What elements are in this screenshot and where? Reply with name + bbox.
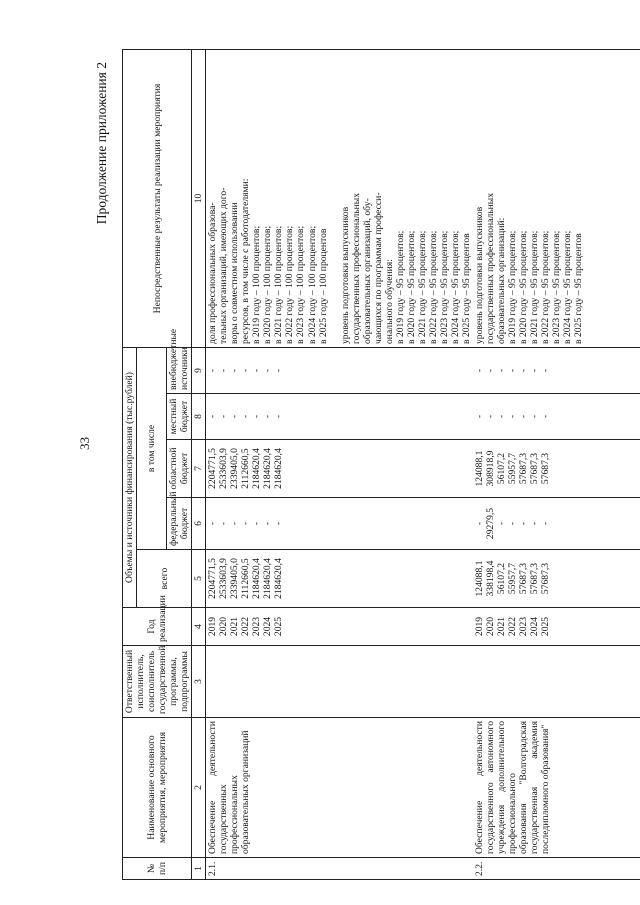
total-cell (206, 550, 473, 608)
cell-line: - (262, 414, 274, 419)
cell-line: - (207, 368, 219, 373)
cell-line: образовательных организаций, обу- (361, 198, 373, 344)
cell-line: 55957,7 (507, 562, 519, 595)
cell-line: - (229, 414, 241, 419)
header-no: № п/п (123, 858, 192, 880)
cell-line: - (273, 368, 285, 373)
cell-line: в 2022 году – 95 процентов; (540, 230, 552, 344)
column-numbers-row (192, 49, 206, 879)
years-cell (473, 608, 640, 646)
local-cell (473, 394, 640, 440)
cell-line: в 2025 году – 95 процентов (460, 233, 472, 344)
cell-line: государственных профессиональных (485, 192, 496, 344)
cell-line: - (218, 414, 230, 419)
cell-line: - (251, 414, 263, 419)
cell-line: 2023 (251, 616, 263, 637)
header-local: местный бюджет (167, 394, 192, 440)
cell-line: государственных профессиональных (350, 192, 362, 344)
cell-line: в 2023 году – 95 процентов; (551, 230, 563, 344)
col-number: 6 (192, 498, 206, 550)
cell-line: - (240, 521, 252, 526)
cell-line: в 2023 году – 100 процентов; (295, 225, 307, 344)
cell-line: - (496, 414, 508, 419)
cell-line: 2020 (218, 616, 230, 637)
cell-line: в 2020 году – 95 процентов; (405, 230, 417, 344)
cell-line: - (273, 521, 285, 526)
cell-line: в 2019 году – 95 процентов; (394, 230, 406, 344)
cell-line: - (518, 521, 530, 526)
local-cell (206, 394, 473, 440)
cell-line: в 2019 году – 100 процентов; (251, 225, 263, 344)
cell-line: 338198,4 (485, 560, 496, 597)
table-body (206, 49, 640, 879)
cell-line: 2024 (529, 616, 541, 637)
header-regional: областной бюджет (167, 440, 192, 498)
cell-line: - (251, 521, 263, 526)
col-number: 2 (192, 718, 206, 858)
cell-line: - (496, 521, 508, 526)
cell-line: - (229, 521, 241, 526)
col-number: 8 (192, 394, 206, 440)
table-row (473, 49, 640, 879)
cell-line: 55957,7 (507, 452, 519, 485)
row-number: 2.2. (473, 858, 640, 880)
cell-line: - (251, 368, 263, 373)
header-year: Год реализации (123, 608, 192, 646)
cell-line: - (507, 521, 519, 526)
header-extrabudget: внебюджетные источники (167, 347, 192, 393)
cell-line: 56107,2 (496, 562, 508, 595)
cell-line: 29279,5 (485, 507, 496, 540)
cell-line: 2022 (240, 616, 252, 637)
cell-line: - (229, 368, 241, 373)
col-number: 3 (192, 646, 206, 718)
cell-line: 124088,1 (473, 560, 485, 597)
header-responsible: Ответственный исполнитель, соисполнитель государственной программы, подпрограммы (123, 646, 192, 718)
cell-line: 2204771,5 (207, 448, 219, 489)
cell-line: 57687,3 (518, 562, 530, 595)
cell-line: в 2024 году – 100 процентов; (306, 225, 318, 344)
header-results: Непосредственные результаты реализации мероприятия (123, 49, 192, 347)
cell-line: тельных организаций, имеющих дого- (218, 187, 230, 344)
cell-line: - (240, 368, 252, 373)
regional-cell (206, 440, 473, 498)
cell-line: - (507, 414, 519, 419)
activity-name: Обеспечение деятельности государственного автономного учреждения дополнительного профессионального образования "Волгоградская государственная академия последипломного образования" (473, 718, 640, 858)
cell-line: в 2025 году – 100 процентов (317, 228, 329, 344)
cell-line: в 2019 году – 95 процентов; (507, 230, 519, 344)
cell-line: - (262, 521, 274, 526)
results-cell (473, 49, 640, 347)
cell-line: 2112660,5 (240, 558, 252, 599)
cell-line: - (485, 414, 496, 419)
responsible-executor (206, 646, 473, 718)
cell-line: воры о совместном использовании (229, 202, 241, 344)
cell-line: - (262, 368, 274, 373)
cell-line: 2021 (229, 616, 241, 637)
cell-line: 2024 (262, 616, 274, 637)
cell-line: 124088,1 (473, 450, 485, 487)
header-federal: федеральный бюджет (167, 498, 192, 550)
cell-line: в 2020 году – 100 процентов; (262, 225, 274, 344)
cell-line: в 2023 году – 95 процентов; (438, 230, 450, 344)
cell-line: 2023 (518, 616, 530, 637)
cell-line: - (518, 368, 530, 373)
cell-line: 2184620,4 (273, 448, 285, 489)
cell-line: 2533603,9 (218, 448, 230, 489)
header-name: Наименование основного мероприятия, мероприятия (123, 718, 192, 858)
cell-line: уровень подготовки выпускников (339, 206, 351, 344)
col-number: 7 (192, 440, 206, 498)
cell-line: - (473, 368, 485, 373)
years-cell (206, 608, 473, 646)
cell-line: - (540, 368, 552, 373)
cell-line: - (485, 368, 496, 373)
cell-line: 56107,2 (496, 452, 508, 485)
total-cell (473, 550, 640, 608)
cell-line: в 2022 году – 95 процентов; (427, 230, 439, 344)
cell-line: 2112660,5 (240, 448, 252, 489)
cell-line: 2184620,4 (273, 558, 285, 599)
extrabudget-cell (206, 347, 473, 393)
cell-line: - (529, 521, 541, 526)
cell-line: - (507, 368, 519, 373)
cell-line: - (518, 414, 530, 419)
col-number: 5 (192, 550, 206, 608)
federal-cell (473, 498, 640, 550)
cell-line: 57687,3 (529, 562, 541, 595)
cell-line: 57687,3 (518, 452, 530, 485)
cell-line: 2019 (473, 616, 485, 637)
cell-line: - (207, 521, 219, 526)
cell-line: в 2021 году – 100 процентов; (273, 225, 285, 344)
table-row (206, 49, 473, 879)
cell-line: - (529, 414, 541, 419)
regional-cell (473, 440, 640, 498)
cell-line: 2020 (485, 616, 496, 637)
cell-line: 57687,3 (540, 562, 552, 595)
cell-line: ресурсов, в том числе с работодателями: (240, 178, 252, 344)
cell-line: - (273, 414, 285, 419)
cell-line: - (473, 521, 485, 526)
cell-line: - (218, 368, 230, 373)
table-header (123, 49, 206, 879)
financing-table (122, 49, 640, 880)
federal-cell (206, 498, 473, 550)
cell-line: - (540, 414, 552, 419)
cell-line: чающихся по программам професси- (372, 192, 384, 344)
cell-line: в 2021 году – 95 процентов; (416, 230, 428, 344)
cell-line: в 2024 году – 95 процентов; (562, 230, 574, 344)
cell-line: 2019 (207, 616, 219, 637)
cell-line: 57687,3 (540, 452, 552, 485)
cell-line: - (240, 414, 252, 419)
cell-line: доля профессиональных образова- (207, 202, 219, 344)
cell-line: 2025 (273, 616, 285, 637)
header-financing: Объемы и источники финансирования (тыс.рублей) (123, 347, 137, 607)
cell-line: в 2022 году – 100 процентов; (284, 225, 296, 344)
header-total: всего (137, 550, 192, 608)
col-number: 1 (192, 858, 206, 880)
cell-line: - (473, 414, 485, 419)
cell-line: 57687,3 (529, 452, 541, 485)
cell-line: 2184620,4 (251, 558, 263, 599)
cell-line: 2022 (507, 616, 519, 637)
rotated-table-area (90, 40, 610, 880)
responsible-executor (473, 646, 640, 718)
cell-line: - (207, 414, 219, 419)
cell-line (329, 53, 340, 344)
cell-line: 2025 (540, 616, 552, 637)
cell-line: в 2021 году – 95 процентов; (529, 230, 541, 344)
cell-line: 2339405,0 (229, 448, 241, 489)
col-number: 9 (192, 347, 206, 393)
header-including: в том числе (137, 347, 167, 549)
cell-line: 2184620,4 (262, 448, 274, 489)
page-number: 33 (77, 437, 92, 450)
cell-line: - (218, 521, 230, 526)
row-number: 2.1. (206, 858, 473, 880)
cell-line: 2021 (496, 616, 508, 637)
activity-name: Обеспечение деятельности государственных профессиональных образовательных организаций (206, 718, 473, 858)
cell-line: - (496, 368, 508, 373)
cell-line: онального обучения: (383, 259, 395, 344)
col-number: 4 (192, 608, 206, 646)
cell-line: 2184620,4 (251, 448, 263, 489)
extrabudget-cell (473, 347, 640, 393)
cell-line: 2533603,9 (218, 558, 230, 599)
cell-line: уровень подготовки выпускников (473, 206, 485, 344)
cell-line: - (529, 368, 541, 373)
cell-line: 2204771,5 (207, 558, 219, 599)
cell-line: - (540, 521, 552, 526)
cell-line: в 2025 году – 95 процентов (573, 233, 585, 344)
cell-line: 2339405,0 (229, 558, 241, 599)
col-number: 10 (192, 49, 206, 347)
cell-line: в 2020 году – 95 процентов; (518, 230, 530, 344)
results-cell (206, 49, 473, 347)
appendix-caption: Продолжение приложения 2 (94, 62, 109, 225)
cell-line: 308918,9 (485, 450, 496, 487)
cell-line: 2184620,4 (262, 558, 274, 599)
cell-line: образовательных организаций: (496, 217, 508, 344)
cell-line: в 2024 году – 95 процентов; (449, 230, 461, 344)
